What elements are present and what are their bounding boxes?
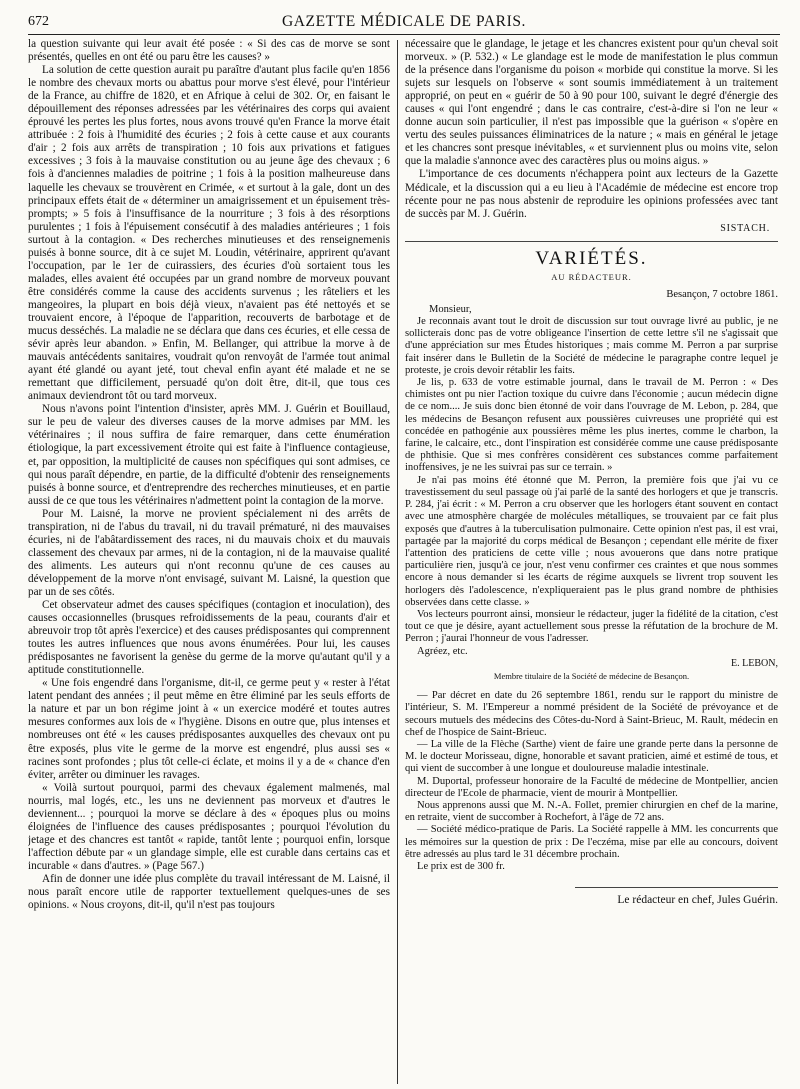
letter-date: Besançon, 7 octobre 1861. bbox=[666, 288, 778, 300]
letter-signature-title: Membre titulaire de la Société de médecine de Besançon. bbox=[493, 670, 690, 681]
left-paragraph-2: La solution de cette question aurait pu paraître d'autant plus facile qu'en 1856 le nombre des chevaux morts ou abattus pour morve s'est élevé, pour l'intérieur de la France, au chiffre de 1820, et en Afrique à celui de 302. Or, en faisant le dépouillement des réponses adressées par les vétérinaires des corps qui avaient éprouvé les pertes les plus fortes, nous avons trouvé qu'en France la morve était attribuée : 2 fois à l'humidité des écuries ; 2 fois à cette cause et aux courants d'air ; 2 fois aux arrêts de transpiration ; 10 fois aux privations et fatigues excessives ; 3 fois à la mauvaise constitution ou au jeune âge des chevaux ; 6 fois à d'anciennes maladies de poitrine ; 1 fois à la position malheureuse dans laquelle les chevaux se trouvèrent en Crimée, « et surtout à la gale, dont un des principaux effets était de « déterminer un amaigrissement et un épuisement très-prompts; » 5 fois à l'insuffisance de la nourriture ; 3 fois à des résorptions purulentes ; 1 fois à l'épuisement consécutif à des maladies antérieures ; 1 fois surtout à la contagion. « Des recherches minutieuses et des renseignemenis puisés à bonne source, dit à ce sujet M. Loudin, vétérinaire, apprirent qu'avant l'occupation, par le 1er de cuirassiers, des écuries d'où sortaient tous les malades, elles avaient été occupées par un grand nombre de morveux pouvant être considérés comme la cause des accidents survenus ; les râteliers et les mangeoires, la plupart en bois déjà vieux, n'avaient pas été nettoyés et se trouvaient encore, à l'époque de l'apparition, recouverts de barbotage et de mucus desséchés. La maladie ne se déclara que dans ces écuries, et elle cessa de sévir après leur abandon. » Enfin, M. Bellanger, qui attribue la morve à de mauvais antécédents sanitaires, voudrait qu'on renvoyât de l'armée tout animal ayant été glandé ou ayant jeté, tout cheval enfin ayant été malade et ne se remettant que difficilement, persuadé qu'on doit être, dit-il, que tous ces animaux deviendront tôt ou tard morveux. bbox=[28, 64, 390, 403]
left-paragraph-3: Nous n'avons point l'intention d'insister, après MM. J. Guérin et Bouillaud, sur le peu de valeur des diverses causes de la morve admises par MM. les vétérinaires ; il nous suffira de faire remarquer, dans cette énumération étiologique, la part excessivement étroite qui est faite à l'influence contagieuse, et, par opposition, la multiplicité de causes non spécifiques qui sont admises, ce qui nous paraît dépendre, en partie, de la difficulté d'obtenir des renseignements puisés à bonne source, et d'entreprendre des recherches minutieuses, et en partie aussi de ce que tous les vétérinaires n'admettent point la contagion de la morve. bbox=[28, 403, 390, 507]
page-header bbox=[28, 0, 780, 28]
section-subtitle: AU RÉDACTEUR. bbox=[551, 271, 632, 282]
right-continuation-2: L'importance de ces documents n'échappera point aux lecteurs de la Gazette Médicale, et la discussion qui a eu lieu à l'Académie de médecine est encore trop récente pour ne pas nous abstenir de reproduire les opinions professées avec tant de succès par M. J. Guérin. bbox=[405, 168, 778, 220]
editor-separator bbox=[575, 887, 778, 888]
news-paragraph-2: — La ville de la Flèche (Sarthe) vient de faire une grande perte dans la personne de M. le docteur Morisseau, digne, honorable et savant praticien, aimé et estimé de tous, et qui vient de succomber à une longue et douloureuse maladie intestinale. bbox=[405, 738, 778, 775]
right-column bbox=[405, 38, 778, 1084]
left-paragraph-1: la question suivante qui leur avait été posée : « Si des cas de morve se sont présentés, quelles en ont été ou paru être les causes? » bbox=[28, 38, 390, 64]
letter-paragraph-4: Vos lecteurs pourront ainsi, monsieur le rédacteur, juger la fidélité de la citation, c'est tout ce que je désire, ayant actuellement sous presse la réfutation de la brochure de M. Perron ; j'aurai l'honneur de vous l'adresser. bbox=[405, 608, 778, 645]
letter-paragraph-3: Je n'ai pas moins été étonné que M. Perron, la première fois que j'ai vu ce travestissement du seul passage où j'ai parlé de la santé des horlogers et que je transcris. P. 284, j'ai écrit : « M. Perron a cru observer que les horlogers étant souvent en contact avec une atmosphère chargée de molécules métalliques, se trouvaient par ce fait plus exposés que d'autres à la tuberculisation pulmonaire. Cette opinion n'est pas, il est vrai, partagée par la majorité du corps médical de Besançon ; cependant elle mérite de fixer l'attention des praticiens de cette ville ; nous avouerons que dans notre pratique particulière rien, jusqu'à ce jour, n'est venu confirmer ces craintes et que nous sommes encore à nous demander si les écarts de régime auxquels se livrent trop souvent les horlogers dès l'adolescence, n'expliqueraient pas le plus grand nombre de phthisies observées dans cette classe. » bbox=[405, 474, 778, 608]
news-paragraph-4: Nous apprenons aussi que M. N.-A. Follet, premier chirurgien en chef de la marine, en retraite, vient de succomber à Rochefort, à l'âge de 72 ans. bbox=[405, 799, 778, 824]
editor-in-chief-line: Le rédacteur en chef, Jules Guérin. bbox=[617, 894, 778, 907]
left-paragraph-4: Pour M. Laisné, la morve ne provient spécialement ni des arrêts de transpiration, ni de l'abus du travail, ni du travail prématuré, ni des mauvaises écuries, ni de l'abâtardissement des races, ni du mauvais choix et du mauvais classement des chevaux par armes, ni de la contagion, ni de la mauvaise qualité des aliments. Les auteurs qui n'ont reconnu qu'une de ces causes au développement de la morve n'ont envisagé, suivant M. Laisné, la question que par un de ses côtés. bbox=[28, 507, 390, 598]
header-rule bbox=[28, 34, 780, 35]
page-number: 672 bbox=[28, 14, 49, 29]
left-paragraph-8: Afin de donner une idée plus complète du travail intéressant de M. Laisné, il nous paraît encore utile de rapporter textuellement quelques-unes de ses opinions. « Nous croyons, dit-il, qu'il n'est pas toujours bbox=[28, 873, 390, 912]
letter-closing: Agréez, etc. bbox=[417, 645, 468, 657]
journal-title: GAZETTE MÉDICALE DE PARIS. bbox=[281, 13, 527, 30]
letter-signature: E. LEBON, bbox=[731, 657, 778, 669]
news-paragraph-5: — Société médico-pratique de Paris. La Société rappelle à MM. les concurrents que les mémoires sur la question de prix : De l'eczéma, mise par elle au concours, doivent être adressés au plus tard le 31 décembre prochain. bbox=[405, 824, 778, 860]
news-paragraph-3: M. Duportal, professeur honoraire de la Faculté de médecine de Montpellier, ancien directeur de l'Ecole de pharmacie, vient de mourir à Montpellier. bbox=[405, 775, 778, 799]
left-paragraph-7: « Voilà surtout pourquoi, parmi des chevaux également malmenés, mal nourris, mal logés, etc., les uns ne deviennent pas morveux et d'autres le deviennent... ; pourquoi la morve se déclare à des « époques plus ou moins éloignées de l'influence des causes prédisposantes ; pourquoi l'évolution du jetage et des chancres est tantôt « rapide, tantôt lente ; pourquoi enfin, lorsque l'affection débute par « un glandage simple, elle est curable dans certains cas et incurable « dans d'autres. » (Page 567.) bbox=[28, 781, 390, 872]
left-paragraph-6: « Une fois engendré dans l'organisme, dit-il, ce germe peut y « rester à l'état latent pendant des années ; il peut même en être éliminé par les seuls efforts de la nature et par un bon régime joint à « un exercice modéré et toutes autres mesures conformes aux lois de « l'hygiène. Disons en outre que, plus intenses et nombreuses ont été « les causes prédisposantes auxquelles des chevaux ont pu être exposés, plus vite le germe de la morve est engendré, plus aussi ses « racines sont profondes ; plus tôt celle-ci éclate, et moins il y a de « chance d'en éviter, arrêter ou diminuer les ravages. bbox=[28, 677, 390, 781]
news-paragraph-1: — Par décret en date du 26 septembre 1861, rendu sur le rapport du ministre de l'intérieur, S. M. l'Empereur a nommé président de la Société de prévoyance et de secours mutuels des médecins des Côtes-du-Nord à Saint-Brieuc, M. Rault, médecin en chef de l'hospice de Saint-Brieuc. bbox=[405, 690, 778, 738]
letter-body bbox=[405, 304, 778, 873]
right-continuation-1: nécessaire que le glandage, le jetage et les chancres existent pour qu'un cheval soit morveux. » (P. 532.) « Le glandage est le mode de manifestation le plus commun de la présence dans l'organisme du poison « morbide qui constitue la morve. Si les sujets sur lesquels on l'observe « sont soumis immédiatement à un traitement approprié, on peut en « guérir de 50 à 90 pour 100, suivant le degré d'énergie des causes « qui l'ont engendré ; dans le cas contraire, c'est-à-dire si l'on ne leur « donne aucun soin particulier, il n'est pas impossible que la guérison « s'opère en vertu des seules puissances éliminatrices de la nature ; « mais en général le jetage et les chancres sont presque inévitables, « et surviennent plus ou moins vite, selon que la maladie s'annonce avec des caractères plus ou moins aigus. » bbox=[405, 38, 778, 168]
left-paragraph-5: Cet observateur admet des causes spécifiques (contagion et inoculation), des causes occasionnelles (brusques refroidissements de la peau, courants d'air et abreuvoir trop tôt après l'exercice) et des causes prédisposantes qui comprennent toutes les autres influences que nous avons énumérées. Pour lui, les causes prédisposantes ne favorisent la genèse du germe de la morve qu'autant qu'il y a aptitude constitutionnelle. bbox=[28, 599, 390, 677]
news-paragraph-6: Le prix est de 300 fr. bbox=[417, 860, 505, 872]
letter-paragraph-2: Je lis, p. 633 de votre estimable journal, dans le travail de M. Perron : « Des chimistes ont pu nier l'action toxique du cuivre dans l'économie ; aucun médecin digne de ce nom.... Je suis donc bien étonné de voir dans l'ouvrage de M. Lebon, p. 284, que les médecins de Besançon refusent aux poussières cuivreuses une propriété qui est concédée en pathogénie aux poussières même les plus inertes, comme le charbon, la farine, le calcaire, etc., dont l'inspiration est considérée comme une cause prédisposante de phthisie. Que si mes confrères considèrent ces substances comme parfaitement inoffensives, je ne les suivrai pas sur ce terrain. » bbox=[405, 377, 778, 474]
left-column bbox=[28, 38, 390, 1084]
column-divider bbox=[397, 40, 398, 1084]
letter-salutation: Monsieur, bbox=[429, 303, 472, 315]
article-signature: SISTACH. bbox=[720, 222, 770, 234]
section-separator bbox=[405, 241, 778, 242]
letter-paragraph-1: Je reconnais avant tout le droit de discussion sur tout ouvrage livré au public, je ne sollicterais donc pas de votre obligeance l'insertion de cette lettre s'il ne s'agissait que d'une appréciation sur mes Études historiques ; mais comme M. Perron a par surprise fait insérer dans le Bulletin de la Société de médecine le paragraphe contre lequel je proteste, je crois devoir rétablir les faits. bbox=[405, 316, 778, 376]
section-title: VARIÉTÉS. bbox=[535, 247, 648, 269]
